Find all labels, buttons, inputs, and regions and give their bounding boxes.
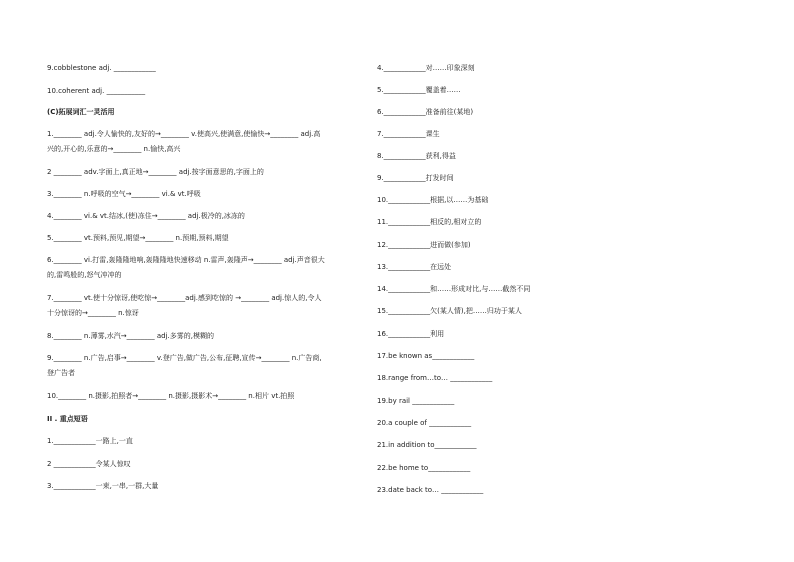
exercise-line: 10.coherent adj. ___________	[47, 87, 146, 95]
exercise-line: 7.________ vt.使十分惊讶,使吃惊→________adj.感到吃惊的 →________ adj.惊人的,令人	[47, 294, 322, 302]
exercise-line: 十分惊讶的→________ n.惊讶	[47, 309, 139, 317]
exercise-line: 7.____________课生	[377, 130, 440, 138]
exercise-line: 16.____________利用	[377, 330, 445, 338]
exercise-line: 21.in addition to____________	[377, 441, 477, 449]
exercise-line: 12.____________进而做(参加)	[377, 241, 471, 249]
exercise-line: 5.________ vt.预料,预见,期望→________ n.预期,预料,期望	[47, 234, 229, 242]
exercise-line: 14.____________和……形成对比,与……截然不同	[377, 285, 531, 293]
exercise-line: 5.____________覆盖着……	[377, 86, 461, 94]
exercise-line: 13.____________在远处	[377, 263, 452, 271]
exercise-line: 2 ____________令某人惊叹	[47, 460, 131, 468]
exercise-line: 8.________ n.薄雾,水汽→________ adj.多雾的,模糊的	[47, 332, 215, 340]
exercise-line: 18.range from…to… ____________	[377, 374, 493, 382]
exercise-line: 10.____________根据,以……为基础	[377, 196, 489, 204]
exercise-line: 登广告者	[47, 369, 75, 377]
exercise-line: 4.________ vi.& vt.结冰,(使)冻住→________ adj.极冷的,冰冻的	[47, 212, 245, 220]
exercise-line: 23.date back to… ____________	[377, 486, 484, 494]
exercise-line: 20.a couple of ____________	[377, 419, 472, 427]
exercise-line: 19.by rail ____________	[377, 397, 455, 405]
exercise-line: 1.________ adj.令人愉快的,友好的→________ v.使高兴,使满意,使愉快→________ adj.高	[47, 130, 321, 138]
exercise-line: 22.be home to____________	[377, 464, 471, 472]
exercise-line: 6.____________准备前往(某地)	[377, 108, 474, 116]
exercise-line: 10.________ n.摄影,拍照者→________ n.摄影,摄影术→________ n.相片 vt.拍照	[47, 392, 295, 400]
exercise-line: 17.be known as____________	[377, 352, 475, 360]
exercise-line: 9.________ n.广告,启事→________ v.登广告,做广告,公布,征聘,宣传→________ n.广告商,	[47, 354, 322, 362]
exercise-line: 3.________ n.呼吸的空气→________ vi.& vt.呼吸	[47, 190, 201, 198]
exercise-line: 2 ________ adv.字面上,真正地→________ adj.按字面意思的,字面上的	[47, 168, 264, 176]
exercise-line: 9.____________打发时间	[377, 174, 454, 182]
exercise-line: 11.____________相反的,相对立的	[377, 218, 482, 226]
exercise-line: 6.________ vi.打雷,轰隆隆地响,轰隆隆地快速移动 n.雷声,轰隆声→________ adj.声音很大	[47, 256, 325, 264]
section-heading: (C)拓展词汇一灵活用	[47, 108, 115, 116]
exercise-line: 3.____________一束,一串,一群,大量	[47, 482, 159, 490]
exercise-line: 4.____________对……印象深刻	[377, 64, 475, 72]
exercise-line: 兴的,开心的,乐意的→________ n.愉快,高兴	[47, 145, 181, 153]
exercise-line: 8.____________获利,得益	[377, 152, 456, 160]
exercise-line: 9.cobblestone adj. ____________	[47, 64, 156, 72]
exercise-line: 15.____________欠(某人情),把……归功于某人	[377, 307, 522, 315]
exercise-line: 的,雷鸣般的,怒气冲冲的	[47, 271, 122, 279]
section-heading: II . 重点短语	[47, 415, 88, 423]
exercise-line: 1.____________一路上,一直	[47, 437, 133, 445]
